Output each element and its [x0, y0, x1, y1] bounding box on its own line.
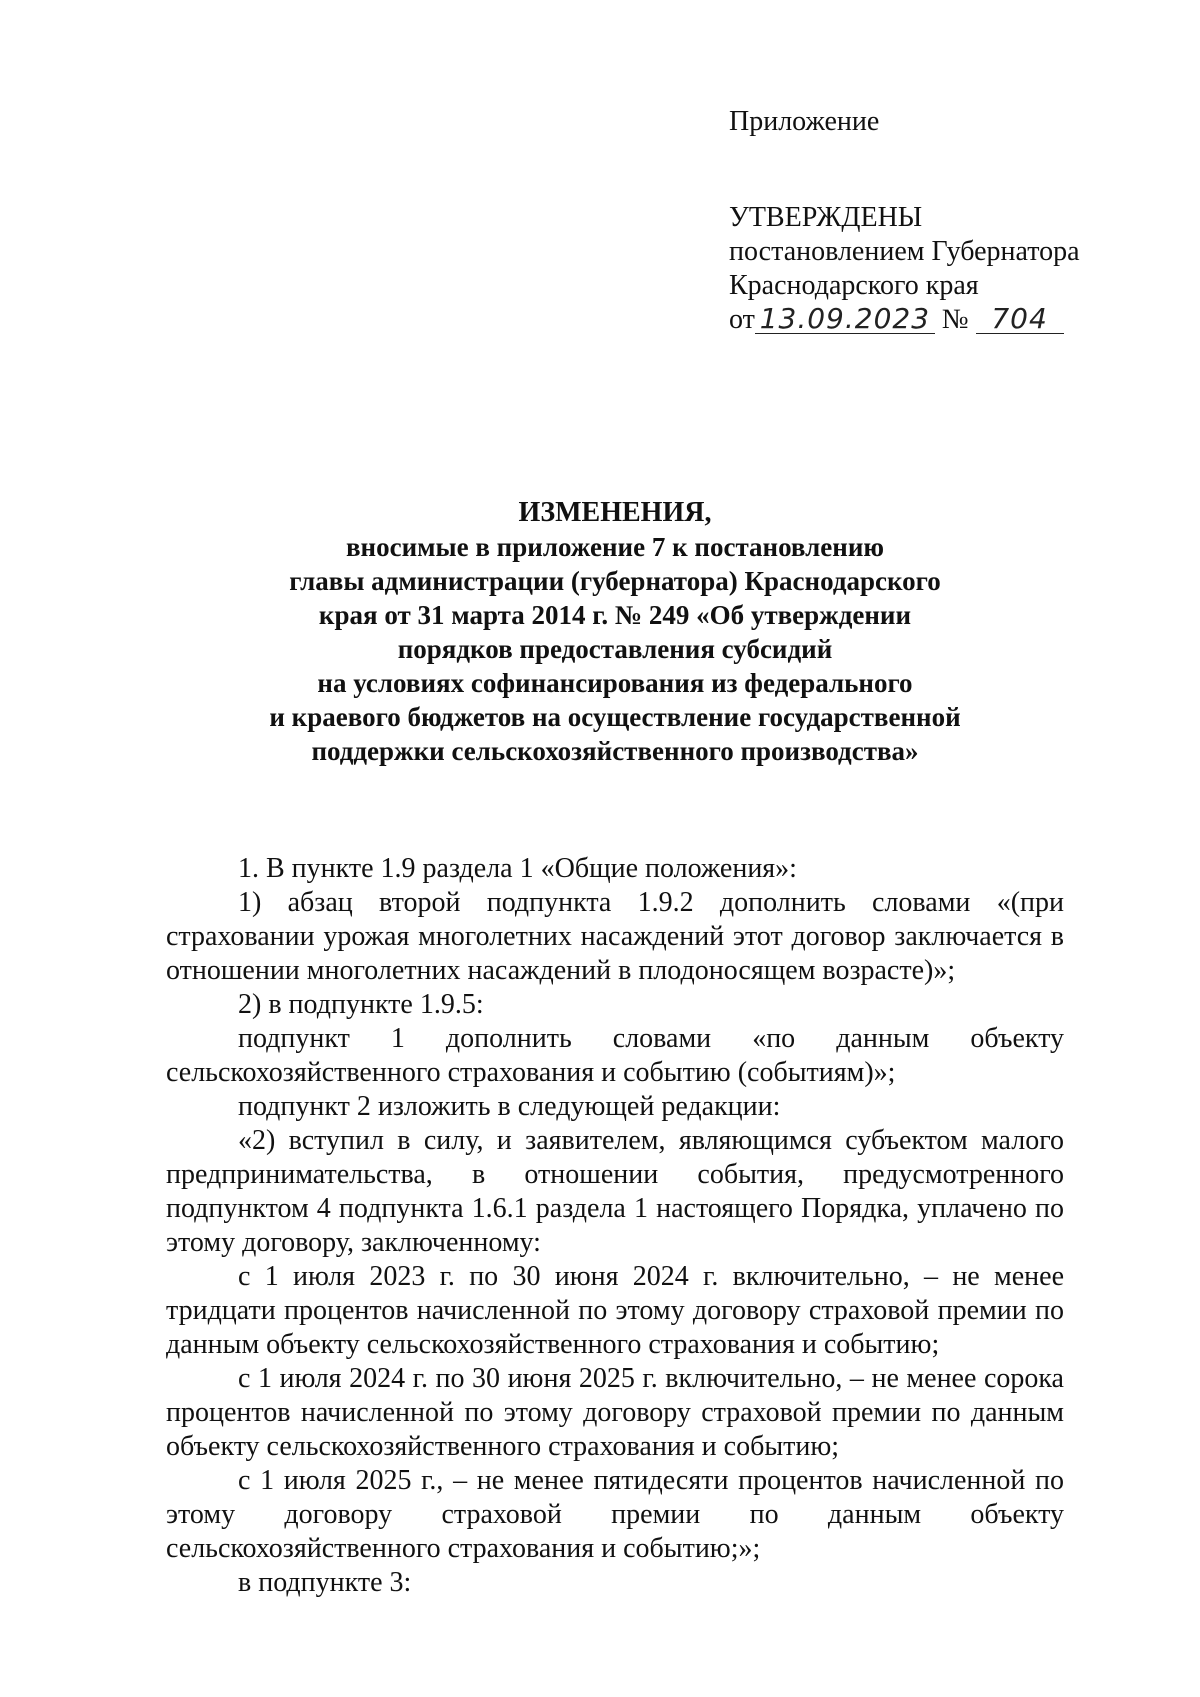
title-line: края от 31 марта 2014 г. № 249 «Об утверждении [318, 600, 912, 630]
title-line: главы администрации (губернатора) Краснодарского [289, 566, 941, 596]
title-line: порядков предоставления субсидий [397, 634, 833, 664]
handwritten-date: 13.09.2023 [755, 305, 935, 334]
approval-line-2: Краснодарского края [729, 270, 979, 301]
title-line: на условиях софинансирования из федерального [317, 668, 913, 698]
approval-date-line [729, 303, 1169, 337]
title-line: и краевого бюджетов на осуществление государственной [269, 702, 961, 732]
paragraph: 1. В пункте 1.9 раздела 1 «Общие положения»: [238, 853, 797, 884]
handwritten-number: 704 [976, 305, 1064, 334]
paragraph: подпункт 2 изложить в следующей редакции: [238, 1091, 781, 1122]
document-body [166, 852, 1064, 1600]
document-title [166, 496, 1064, 768]
approved-heading: УТВЕРЖДЕНЫ [729, 202, 923, 233]
approval-line-1: постановлением Губернатора [729, 236, 1080, 267]
paragraph: подпункт 1 дополнить словами «по данным объекту сельскохозяйственного страхования и событию (событиям)»; [166, 1023, 1064, 1088]
paragraph: с 1 июля 2025 г., – не менее пятидесяти процентов начисленной по этому договору страховой премии по данным объекту сельскохозяйственного страхования и событию;»; [166, 1465, 1064, 1564]
number-prefix: № [941, 304, 969, 335]
title-main: ИЗМЕНЕНИЯ, [518, 497, 712, 528]
date-prefix: от [729, 304, 755, 335]
paragraph: в подпункте 3: [238, 1567, 412, 1598]
paragraph: с 1 июля 2023 г. по 30 июня 2024 г. включительно, – не менее тридцати процентов начисленной по этому договору страховой премии по данным объекту сельскохозяйственного страхования и событию; [166, 1261, 1064, 1360]
approval-block [729, 105, 1169, 337]
title-line: вносимые в приложение 7 к постановлению [345, 532, 885, 562]
paragraph: «2) вступил в силу, и заявителем, являющимся субъектом малого предпринимательства, в отношении события, предусмотренного подпунктом 4 подпункта 1.6.1 раздела 1 настоящего Порядка, уплачено по этому договору, заключенному: [166, 1125, 1064, 1258]
appendix-label: Приложение [729, 106, 880, 137]
paragraph: с 1 июля 2024 г. по 30 июня 2025 г. включительно, – не менее сорока процентов начисленной по этому договору страховой премии по данным объекту сельскохозяйственного страхования и событию; [166, 1363, 1064, 1462]
paragraph: 1) абзац второй подпункта 1.9.2 дополнить словами «(при страховании урожая многолетних насаждений этот договор заключается в отношении многолетних насаждений в плодоносящем возрасте)»; [166, 887, 1064, 986]
paragraph: 2) в подпункте 1.9.5: [238, 989, 484, 1020]
title-line: поддержки сельскохозяйственного производства» [311, 736, 919, 766]
